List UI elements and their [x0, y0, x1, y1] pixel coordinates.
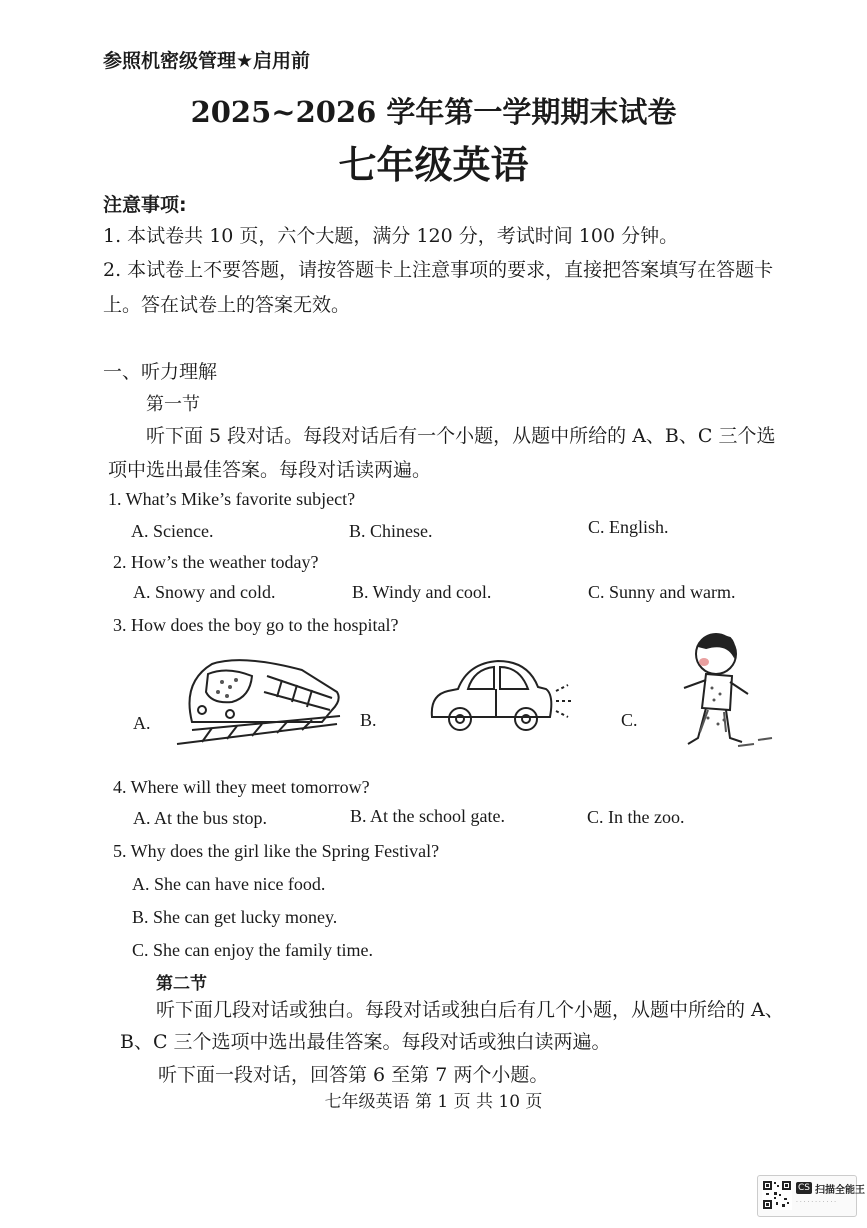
part1-heading: 一、听力理解 [103, 361, 218, 383]
question-4-stem: 4. Where will they meet tomorrow? [113, 777, 370, 797]
scanner-app-name: 扫描全能王 [815, 1185, 865, 1196]
notes-item-2-cont: 上。答在试卷上的答案无效。 [103, 294, 351, 316]
page-footer: 七年级英语 第 1 页 共 10 页 [324, 1092, 543, 1112]
section1-instructions: 听下面 5 段对话。每段对话后有一个小题，从题中所给的 A、B、C 三个选 [146, 425, 776, 447]
question-2-option-a: A. Snowy and cold. [133, 582, 276, 602]
camscanner-logo: CS [798, 1183, 810, 1193]
notes-item-2: 2. 本试卷上不要答题，请按答题卡上注意事项的要求，直接把答案填写在答题卡 [103, 259, 774, 281]
question-1-option-b: B. Chinese. [349, 521, 433, 541]
section1-instructions-cont: 项中选出最佳答案。每段对话读两遍。 [108, 459, 432, 481]
question-5-stem: 5. Why does the girl like the Spring Festival? [113, 841, 440, 861]
exam-subject: 七年级英语 [338, 142, 529, 187]
question-2-stem: 2. How’s the weather today? [113, 552, 319, 572]
question-3-option-a: A. [133, 713, 151, 733]
confidential-label: 参照机密级管理★启用前 [103, 50, 311, 72]
question-5-option-a: A. She can have nice food. [132, 874, 326, 894]
question-4-option-a: A. At the bus stop. [133, 808, 268, 828]
exam-title: 2025~2026 学年第一学期期末试卷 [190, 95, 677, 129]
question-5-option-b: B. She can get lucky money. [132, 907, 338, 927]
section2-heading: 第二节 [156, 974, 207, 994]
question-1-option-c: C. English. [588, 517, 669, 537]
section1-heading: 第一节 [146, 394, 200, 415]
question-3-option-c: C. [621, 710, 638, 730]
train-icon [172, 652, 344, 752]
car-icon [428, 655, 576, 739]
question-3-option-b: B. [360, 710, 377, 730]
notes-heading: 注意事项: [103, 194, 187, 216]
scanner-watermark [757, 1175, 865, 1217]
question-2-option-b: B. Windy and cool. [352, 582, 492, 602]
scanner-tagline: · · · · · · · · · · · [796, 1199, 837, 1206]
qr-code-icon [762, 1180, 792, 1210]
question-4-option-b: B. At the school gate. [350, 806, 505, 826]
question-2-option-c: C. Sunny and warm. [588, 582, 736, 602]
question-1-option-a: A. Science. [131, 521, 214, 541]
section2-dialogue-note: 听下面一段对话，回答第 6 至第 7 两个小题。 [158, 1064, 549, 1086]
question-3-stem: 3. How does the boy go to the hospital? [113, 615, 399, 635]
question-4-option-c: C. In the zoo. [587, 807, 685, 827]
notes-item-1: 1. 本试卷共 10 页，六个大题，满分 120 分，考试时间 100 分钟。 [103, 225, 679, 247]
walking-boy-icon [678, 628, 778, 752]
question-1-stem: 1. What’s Mike’s favorite subject? [108, 489, 356, 509]
question-5-option-c: C. She can enjoy the family time. [132, 940, 373, 960]
section2-instructions-cont: B、C 三个选项中选出最佳答案。每段对话或独白读两遍。 [120, 1031, 611, 1053]
section2-instructions: 听下面几段对话或独白。每段对话或独白后有几个小题，从题中所给的 A、 [156, 999, 784, 1021]
